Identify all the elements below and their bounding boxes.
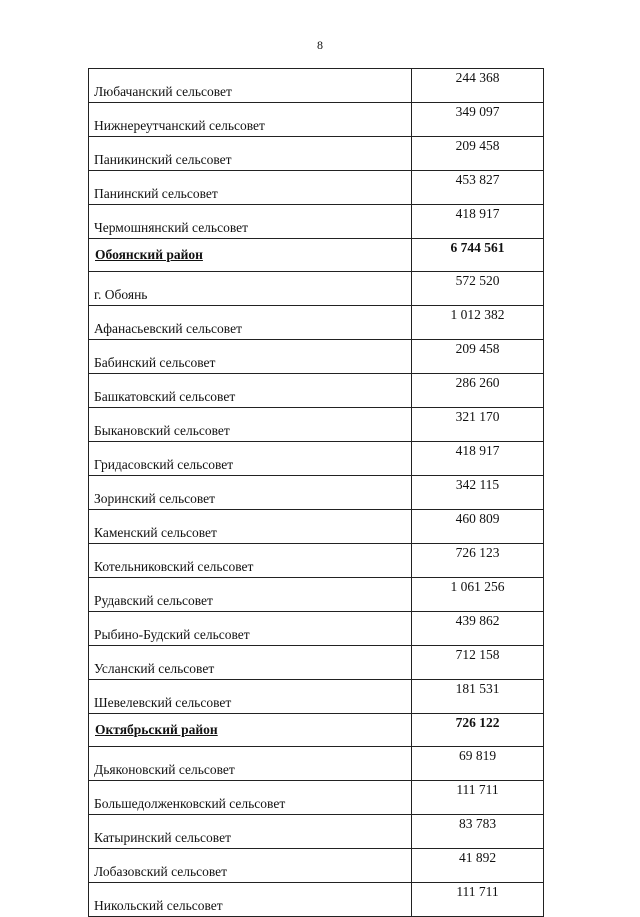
amount: 111 711 xyxy=(412,883,544,917)
table-row xyxy=(89,272,544,306)
table-row xyxy=(89,408,544,442)
table-row xyxy=(89,306,544,340)
municipality-name: Афанасьевский сельсовет xyxy=(89,306,412,340)
allocation-table xyxy=(88,68,544,917)
table-row xyxy=(89,578,544,612)
table-row xyxy=(89,103,544,137)
table-row xyxy=(89,510,544,544)
amount: 69 819 xyxy=(412,747,544,781)
amount: 286 260 xyxy=(412,374,544,408)
municipality-name: Катыринский сельсовет xyxy=(89,815,412,849)
table-row xyxy=(89,680,544,714)
municipality-name: Бабинский сельсовет xyxy=(89,340,412,374)
table-row xyxy=(89,476,544,510)
table-row xyxy=(89,137,544,171)
amount: 460 809 xyxy=(412,510,544,544)
table-row xyxy=(89,544,544,578)
municipality-name: Башкатовский сельсовет xyxy=(89,374,412,408)
municipality-name: Паникинский сельсовет xyxy=(89,137,412,171)
amount: 572 520 xyxy=(412,272,544,306)
amount: 439 862 xyxy=(412,612,544,646)
amount: 418 917 xyxy=(412,205,544,239)
table-row xyxy=(89,612,544,646)
municipality-name: Каменский сельсовет xyxy=(89,510,412,544)
district-total-amount: 726 122 xyxy=(412,714,544,747)
table-row xyxy=(89,815,544,849)
amount: 209 458 xyxy=(412,340,544,374)
table-row xyxy=(89,849,544,883)
municipality-name: Любачанский сельсовет xyxy=(89,69,412,103)
municipality-name: Нижнереутчанский сельсовет xyxy=(89,103,412,137)
amount: 726 123 xyxy=(412,544,544,578)
table-row xyxy=(89,442,544,476)
municipality-name: Шевелевский сельсовет xyxy=(89,680,412,714)
amount: 453 827 xyxy=(412,171,544,205)
municipality-name: Быкановский сельсовет xyxy=(89,408,412,442)
municipality-name: Усланский сельсовет xyxy=(89,646,412,680)
amount: 418 917 xyxy=(412,442,544,476)
municipality-name: г. Обоянь xyxy=(89,272,412,306)
amount: 41 892 xyxy=(412,849,544,883)
amount: 111 711 xyxy=(412,781,544,815)
table-row xyxy=(89,646,544,680)
table-row xyxy=(89,205,544,239)
amount: 244 368 xyxy=(412,69,544,103)
table-row xyxy=(89,340,544,374)
amount: 83 783 xyxy=(412,815,544,849)
municipality-name: Чермошнянский сельсовет xyxy=(89,205,412,239)
table-row xyxy=(89,374,544,408)
municipality-name: Котельниковский сельсовет xyxy=(89,544,412,578)
amount: 712 158 xyxy=(412,646,544,680)
municipality-name: Лобазовский сельсовет xyxy=(89,849,412,883)
municipality-name: Рыбино-Будский сельсовет xyxy=(89,612,412,646)
district-name: Октябрьский район xyxy=(89,714,412,747)
table-row xyxy=(89,883,544,917)
table-row xyxy=(89,781,544,815)
municipality-name: Панинский сельсовет xyxy=(89,171,412,205)
municipality-name: Рудавский сельсовет xyxy=(89,578,412,612)
table-row xyxy=(89,747,544,781)
table-row xyxy=(89,171,544,205)
district-total-amount: 6 744 561 xyxy=(412,239,544,272)
page-number: 8 xyxy=(317,38,323,52)
amount: 209 458 xyxy=(412,137,544,171)
district-total-row xyxy=(89,239,544,272)
district-total-row xyxy=(89,714,544,747)
municipality-name: Дьяконовский сельсовет xyxy=(89,747,412,781)
amount: 342 115 xyxy=(412,476,544,510)
municipality-name: Большедолженковский сельсовет xyxy=(89,781,412,815)
amount: 181 531 xyxy=(412,680,544,714)
municipality-name: Зоринский сельсовет xyxy=(89,476,412,510)
table-body xyxy=(89,69,544,917)
amount: 1 061 256 xyxy=(412,578,544,612)
municipality-name: Никольский сельсовет xyxy=(89,883,412,917)
table-row xyxy=(89,69,544,103)
amount: 321 170 xyxy=(412,408,544,442)
municipality-name: Гридасовский сельсовет xyxy=(89,442,412,476)
amount: 349 097 xyxy=(412,103,544,137)
district-name: Обоянский район xyxy=(89,239,412,272)
amount: 1 012 382 xyxy=(412,306,544,340)
